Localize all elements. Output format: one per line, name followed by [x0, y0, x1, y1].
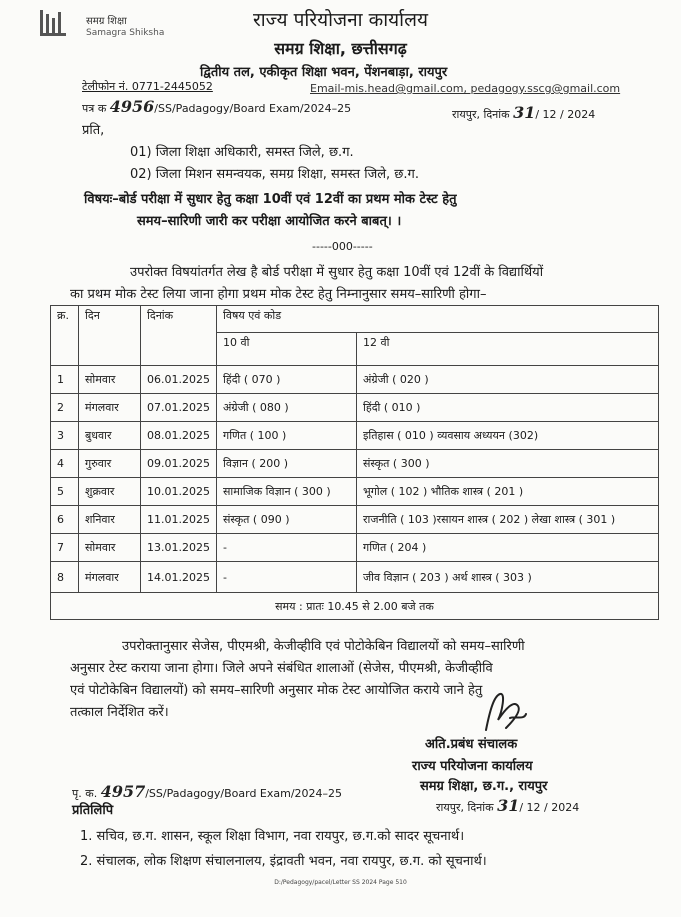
row-class12: इतिहास ( 010 ) व्यवसाय अध्ययन (302) [357, 422, 659, 450]
row-date: 14.01.2025 [141, 562, 217, 593]
logo-text-bottom: Samagra Shiksha [86, 28, 165, 38]
header-day: दिन [79, 306, 141, 366]
logo-text-top: समग्र शिक्षा [86, 16, 127, 27]
signatory-designation: अति.प्रबंध संचालक [425, 737, 518, 752]
sig-date-rest: / 12 / 2024 [519, 801, 580, 814]
copy-item-2: 2. संचालक, लोक शिक्षण संचालनालय, इंद्रावती भवन, नवा रायपुर, छ.ग. को सूचनार्थ। [80, 854, 487, 869]
header-subject: विषय एवं कोड [217, 306, 659, 333]
phone-number: टेलीफोन नं. 0771-2445052 [82, 80, 213, 93]
date-rest: / 12 / 2024 [535, 108, 596, 121]
row-day: शनिवार [79, 506, 141, 534]
row-sno: 4 [51, 450, 79, 478]
row-class12: भूगोल ( 102 ) भौतिक शास्त्र ( 201 ) [357, 478, 659, 506]
row-day: शुक्रवार [79, 478, 141, 506]
ref-prefix: पत्र क [82, 102, 107, 115]
letter-date [452, 103, 595, 122]
table-row [51, 534, 659, 562]
org-name: राज्य परियोजना कार्यालय [252, 9, 428, 31]
table-row [51, 366, 659, 394]
email-address: Email-mis.head@gmail.com, pedagogy.sscg@gmail.com [310, 82, 621, 95]
table-row [51, 422, 659, 450]
row-class10: - [217, 562, 357, 593]
subject-line-2: समय–सारिणी जारी कर परीक्षा आयोजित करने बाबत्। । [137, 214, 402, 229]
date-prefix: रायपुर, दिनांक [452, 108, 510, 121]
copy-label: प्रतिलिपि [72, 803, 114, 818]
para1-line2: का प्रथम मोक टेस्ट लिया जाना होगा प्रथम मोक टेस्ट हेतु निम्नानुसार समय–सारिणी होगा– [70, 287, 487, 302]
recipient-1: 01) जिला शिक्षा अधिकारी, समस्त जिले, छ.ग. [130, 145, 354, 160]
copy-ref-number: 4957 [100, 782, 146, 801]
row-day: मंगलवार [79, 562, 141, 593]
row-sno: 2 [51, 394, 79, 422]
signatory-place: समग्र शिक्षा, छ.ग., रायपुर [420, 779, 548, 794]
signature-mark [480, 690, 530, 738]
row-date: 09.01.2025 [141, 450, 217, 478]
row-sno: 7 [51, 534, 79, 562]
row-day: सोमवार [79, 534, 141, 562]
row-class12: गणित ( 204 ) [357, 534, 659, 562]
copy-reference [72, 782, 342, 801]
header-class12: 12 वी [357, 333, 659, 366]
header-class10: 10 वी [217, 333, 357, 366]
ref-number: 4956 [109, 97, 155, 116]
row-day: सोमवार [79, 366, 141, 394]
row-sno: 3 [51, 422, 79, 450]
signatory-date [436, 796, 579, 815]
to-label: प्रति, [82, 123, 105, 138]
row-class10: - [217, 534, 357, 562]
row-class12: हिंदी ( 010 ) [357, 394, 659, 422]
para1-line1: उपरोक्त विषयांतर्गत लेख है बोर्ड परीक्षा में सुधार हेतु कक्षा 10वीं एवं 12वीं के विद्यार्थियों [130, 265, 544, 280]
date-day: 31 [513, 103, 536, 122]
closing-line-2: अनुसार टेस्ट कराया जाना होगा। जिले अपने संबंधित शालाओं (सेजेस, पीएमश्री, केजीव्हीवि [70, 661, 493, 676]
closing-line-4: तत्काल निर्देशित करें। [70, 705, 169, 720]
copy-ref-suffix: /SS/Padagogy/Board Exam/2024–25 [145, 787, 343, 800]
row-class10: हिंदी ( 070 ) [217, 366, 357, 394]
closing-line-1: उपरोक्तानुसार सेजेस, पीएमश्री, केजीव्हीवि एवं पोटोकेबिन विद्यालयों को समय–सारिणी [122, 639, 525, 654]
org-address: द्वितीय तल, एकीकृत शिक्षा भवन, पेंशनबाड़ा, रायपुर [200, 65, 448, 80]
row-day: बुधवार [79, 422, 141, 450]
row-class10: अंग्रेजी ( 080 ) [217, 394, 357, 422]
row-day: मंगलवार [79, 394, 141, 422]
row-date: 08.01.2025 [141, 422, 217, 450]
copy-ref-prefix: पृ. क. [72, 787, 98, 800]
header-sno: क्र. [51, 306, 79, 366]
row-date: 06.01.2025 [141, 366, 217, 394]
ref-suffix: /SS/Padagogy/Board Exam/2024–25 [154, 102, 352, 115]
row-sno: 6 [51, 506, 79, 534]
row-class10: संस्कृत ( 090 ) [217, 506, 357, 534]
row-date: 07.01.2025 [141, 394, 217, 422]
row-sno: 8 [51, 562, 79, 593]
footer-path: D:/Pedagogy/pacel/Letter SS 2024 Page 510 [274, 879, 407, 886]
closing-line-3: एवं पोटोकेबिन विद्यालयों) को समय–सारिणी अनुसार मोक टेस्ट आयोजित कराये जाने हेतु [70, 683, 483, 698]
row-sno: 5 [51, 478, 79, 506]
org-sub: समग्र शिक्षा, छत्तीसगढ़ [274, 39, 407, 58]
row-date: 10.01.2025 [141, 478, 217, 506]
sig-date-prefix: रायपुर, दिनांक [436, 801, 494, 814]
row-class10: गणित ( 100 ) [217, 422, 357, 450]
row-class12: राजनीति ( 103 )रसायन शास्त्र ( 202 ) लेखा शास्त्र ( 301 ) [357, 506, 659, 534]
copy-item-1: 1. सचिव, छ.ग. शासन, स्कूल शिक्षा विभाग, नवा रायपुर, छ.ग.को सादर सूचनार्थ। [80, 829, 465, 844]
header-date: दिनांक [141, 306, 217, 366]
table-row [51, 562, 659, 593]
row-class12: अंग्रेजी ( 020 ) [357, 366, 659, 394]
row-class12: जीव विज्ञान ( 203 ) अर्थ शास्त्र ( 303 ) [357, 562, 659, 593]
row-class10: सामाजिक विज्ञान ( 300 ) [217, 478, 357, 506]
row-date: 13.01.2025 [141, 534, 217, 562]
table-row [51, 478, 659, 506]
separator: -----000----- [312, 240, 373, 253]
recipient-2: 02) जिला मिशन समन्वयक, समग्र शिक्षा, समस्त जिले, छ.ग. [130, 167, 420, 182]
schedule-table [50, 305, 659, 620]
table-row [51, 394, 659, 422]
letter-reference [82, 97, 351, 116]
sig-date-day: 31 [497, 796, 520, 815]
subject-line-1: विषयः–बोर्ड परीक्षा में सुधार हेतु कक्षा 10वीं एवं 12वीं का प्रथम मोक टेस्ट हेतु [84, 192, 457, 207]
row-sno: 1 [51, 366, 79, 394]
row-class12: संस्कृत ( 300 ) [357, 450, 659, 478]
row-date: 11.01.2025 [141, 506, 217, 534]
signatory-office: राज्य परियोजना कार्यालय [412, 759, 533, 774]
time-note: समय : प्रातः 10.45 से 2.00 बजे तक [51, 593, 659, 620]
row-day: गुरुवार [79, 450, 141, 478]
row-class10: विज्ञान ( 200 ) [217, 450, 357, 478]
table-row [51, 506, 659, 534]
table-row [51, 450, 659, 478]
